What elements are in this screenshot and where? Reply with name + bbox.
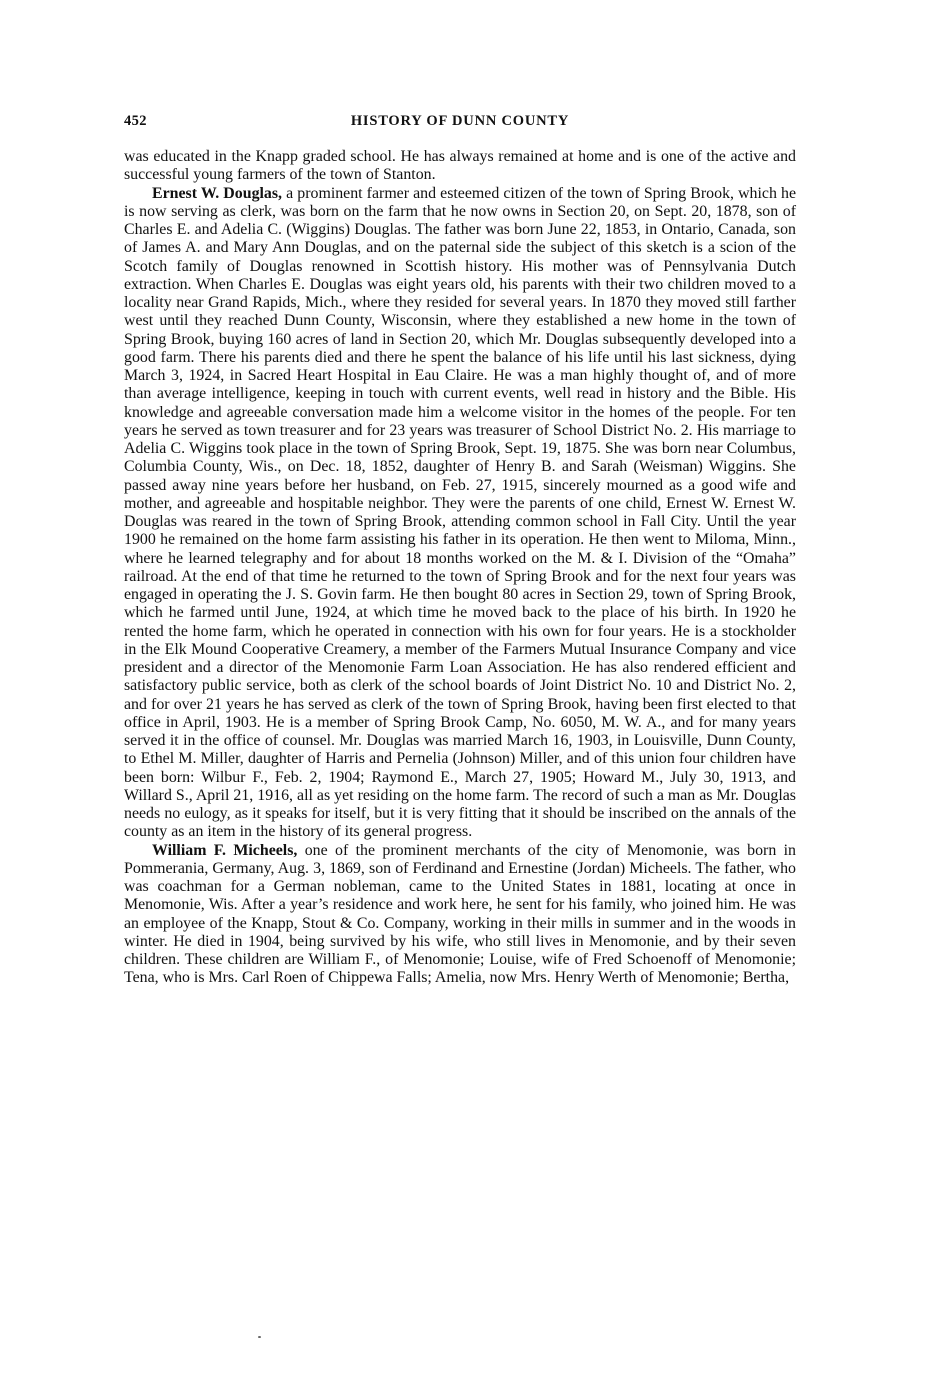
page-number: 452 <box>124 113 147 129</box>
paragraph-text: one of the prominent merchants of the city of Menomonie, was born in Pommerania, Germany, Aug. 3, 1869, son of Ferdinand and Ernestine (Jordan) Micheels. The father, who was coachman for a German nobleman, came to the United States in 1881, locating at once in Menomonie, Wis. After a year’s residence and work here, he sent for his family, who joined him. He was an employee of the Knapp, Stout & Co. Company, working in their mills in summer and in the woods in winter. He died in 1904, being survived by his wife, who still lives in Menomonie, and by their seven children. These children are William F., of Menomonie; Louise, wife of Fred Schoenoff of Menomonie; Tena, who is Mrs. Carl Roen of Chippewa Falls; Amelia, now Mrs. Henry Werth of Menomonie; Bertha, <box>124 841 796 987</box>
running-title: HISTORY OF DUNN COUNTY <box>350 113 570 129</box>
subject-name: William F. Micheels, <box>152 841 298 859</box>
running-head <box>124 113 796 133</box>
biography-william-micheels <box>124 842 796 988</box>
biography-ernest-douglas <box>124 185 796 842</box>
continued-paragraph <box>124 148 796 185</box>
paragraph-text: was educated in the Knapp graded school. He has always remained at home and is one of the active and successful young farmers of the town of Stanton. <box>124 148 796 184</box>
page-speck <box>258 1336 261 1338</box>
subject-name: Ernest W. Douglas, <box>152 184 283 202</box>
body-text <box>124 148 796 988</box>
paragraph-text: a prominent farmer and esteemed citizen of the town of Spring Brook, which he is now serving as clerk, was born on the farm that he now owns in Section 20, on Sept. 20, 1878, son of Charles E. and Adelia C. (Wiggins) Douglas. The father was born June 22, 1853, in Ontario, Canada, son of James A. and Mary Ann Douglas, and on the paternal side the subject of this sketch is a scion of the Scotch family of Douglas renowned in Scottish history. His mother was of Pennsylvania Dutch extraction. When Charles E. Douglas was eight years old, his parents with their two children moved to a locality near Grand Rapids, Mich., where they resided for several years. In 1870 they moved still farther west until they reached Dunn County, Wisconsin, where they established a new home in the town of Spring Brook, buying 160 acres of land in Section 20, which Mr. Douglas subsequently developed into a good farm. There his parents died and there he spent the balance of his life until his last sickness, dying March 3, 1924, in Sacred Heart Hospital in Eau Claire. He was a man highly thought of, and of more than average intelligence, keeping in touch with current events, well read in history and the Bible. His knowledge and agreeable conversation made him a welcome visitor in the homes of the people. For ten years he served as town treasurer and for 23 years was treasurer of School District No. 2. His marriage to Adelia C. Wiggins took place in the town of Spring Brook, Sept. 19, 1875. She was born near Columbus, Columbia County, Wis., on Dec. 18, 1852, daughter of Henry B. and Sarah (Weisman) Wiggins. She passed away nine years before her husband, on Feb. 27, 1915, sincerely mourned as a good wife and mother, and agreeable and hospitable neighbor. They were the parents of one child, Ernest W. Ernest W. Douglas was reared in the town of Spring Brook, attending common school in Fall City. Until the year 1900 he remained on the home farm assisting his father in its operation. He then went to Miloma, Minn., where he learned telegraphy and for about 18 months worked on the M. & I. Division of the “Omaha” railroad. At the end of that time he returned to the town of Spring Brook and for the next four years was engaged in operating the J. S. Govin farm. He then bought 80 acres in Section 29, town of Spring Brook, which he farmed until June, 1924, at which time he moved back to the place of his birth. In 1920 he rented the home farm, which he operated in connection with his own for four years. He is a stockholder in the Elk Mound Cooperative Creamery, a member of the Farmers Mutual Insurance Company and vice president and a director of the Menomonie Farm Loan Association. He has also rendered efficient and satisfactory public service, both as clerk of the school boards of Joint District No. 10 and District No. 2, and for over 21 years he has served as clerk of the town of Spring Brook, having been first elected to that office in April, 1903. He is a member of Spring Brook Camp, No. 6050, M. W. A., and for many years served it in the office of counsel. Mr. Douglas was married March 16, 1903, in Louisville, Dunn County, to Ethel M. Miller, daughter of Harris and Pernelia (Johnson) Miller, and of this union four children have been born: Wilbur F., Feb. 2, 1904; Raymond E., March 27, 1905; Howard M., July 30, 1913, and Willard S., April 21, 1916, all as yet residing on the home farm. The record of such a man as Mr. Douglas needs no eulogy, as it speaks for itself, but it is very fitting that it should be inscribed on the annals of the county as an item in the history of its general progress. <box>124 184 796 841</box>
